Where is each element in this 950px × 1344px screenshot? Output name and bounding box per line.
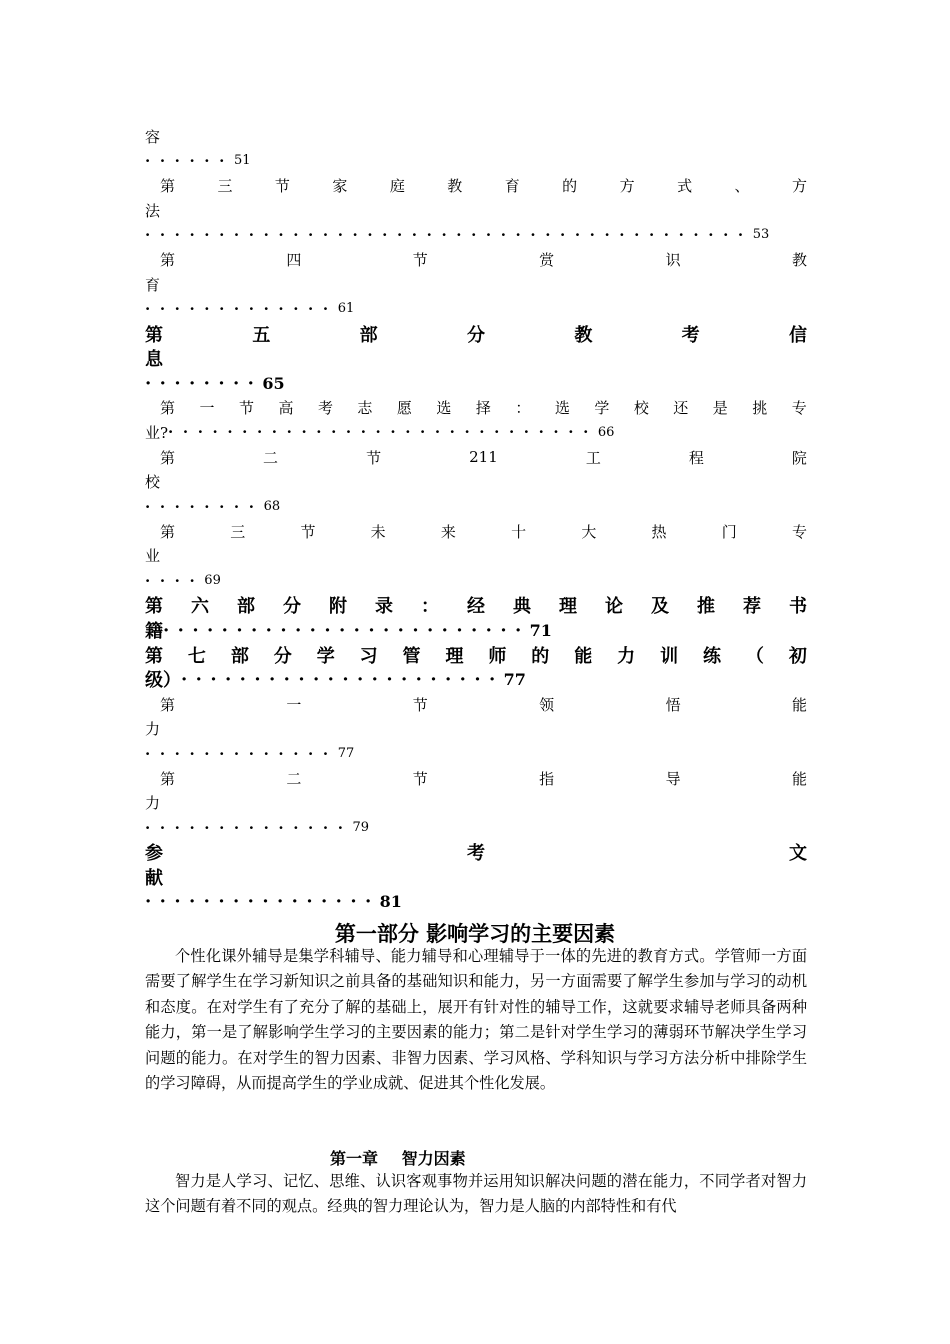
intro-paragraph: 个性化课外辅导是集学科辅导、能力辅导和心理辅导于一体的先进的教育方式。学管师一方面需要了解学生在学习新知识之前具备的基础知识和能力，另一方面需要了解学生参加与学习的动机和态度。在对学生有了充分了解的基础上，展开有针对性的辅导工作，这就要求辅导老师具备两种能力，第一是了解影响学生学习的主要因素的能力；第二是针对学生学习的薄弱环节解决学生学习问题的能力。在对学生的智力因素、非智力因素、学习风格、学科知识与学习方法分析中排除学生的学习障碍，从而提高学生的学业成就、促进其个性化发展。 bbox=[145, 947, 807, 1093]
toc-line: 第 三 节 家 庭 教 育 的 方 式 、 方 bbox=[160, 176, 807, 195]
chapter-paragraph: 智力是人学习、记忆、思维、认识客观事物并运用知识解决问题的潜在能力，不同学者对智力这个问题有着不同的观点。经典的智力理论认为，智力是人脑的内部特性和有代 bbox=[145, 1172, 807, 1216]
toc-line: 第 五 部 分 教 考 信 bbox=[145, 324, 807, 346]
toc-line: 第 六 部 分 附 录 ： 经 典 理 论 及 推 荐 书 bbox=[145, 596, 807, 618]
toc-line: 法 bbox=[145, 201, 161, 220]
toc-line: 第 三 节 未 来 十 大 热 门 专 bbox=[160, 522, 807, 541]
toc-line: 籍 ························· 71 bbox=[145, 619, 552, 642]
toc-line: 容 bbox=[145, 127, 161, 146]
toc-line: 息 bbox=[145, 349, 163, 371]
toc-line: 参 考 文 bbox=[145, 843, 807, 865]
toc-line: 第 七 部 分 学 习 管 理 师 的 能 力 训 练 （ 初 bbox=[145, 645, 807, 667]
toc-line: 力 bbox=[145, 794, 161, 813]
toc-line: 献 bbox=[145, 868, 163, 889]
toc-line: 第 二 节 指 导 能 bbox=[160, 769, 807, 788]
toc-line: ···· 69 bbox=[145, 571, 221, 590]
toc-line: ············· 77 bbox=[145, 744, 355, 763]
toc-line: ············· 61 bbox=[145, 299, 355, 318]
toc-line: 第 四 节 赏 识 教 bbox=[160, 251, 807, 269]
toc-line: ········ 68 bbox=[145, 497, 281, 516]
toc-line: ·············· 79 bbox=[145, 818, 370, 837]
part-title: 第一部分 影响学习的主要因素 bbox=[334, 921, 616, 946]
toc-line: 力 bbox=[145, 720, 161, 739]
toc-line: 级） ······················ 77 bbox=[145, 668, 526, 692]
toc-line: ················ 81 bbox=[145, 891, 402, 913]
toc-line: 校 bbox=[145, 473, 161, 492]
toc-line: ······ 51 bbox=[145, 151, 251, 170]
toc-line: 业 bbox=[145, 547, 161, 566]
toc-line: 第 一 节 领 悟 能 bbox=[160, 695, 807, 714]
toc-line: ········································· 53 bbox=[145, 225, 770, 244]
toc-line: 第 一 节 高 考 志 愿 选 择 ： 选 学 校 还 是 挑 专 bbox=[160, 399, 807, 418]
chapter-title: 第一章 智力因素 bbox=[330, 1149, 466, 1168]
toc-line: 业? ····························· 66 bbox=[145, 423, 615, 442]
toc-line: ········ 65 bbox=[145, 372, 285, 394]
toc-line: 育 bbox=[145, 275, 161, 294]
toc-line: 第 二 节 211 工 程 院 bbox=[160, 448, 807, 467]
